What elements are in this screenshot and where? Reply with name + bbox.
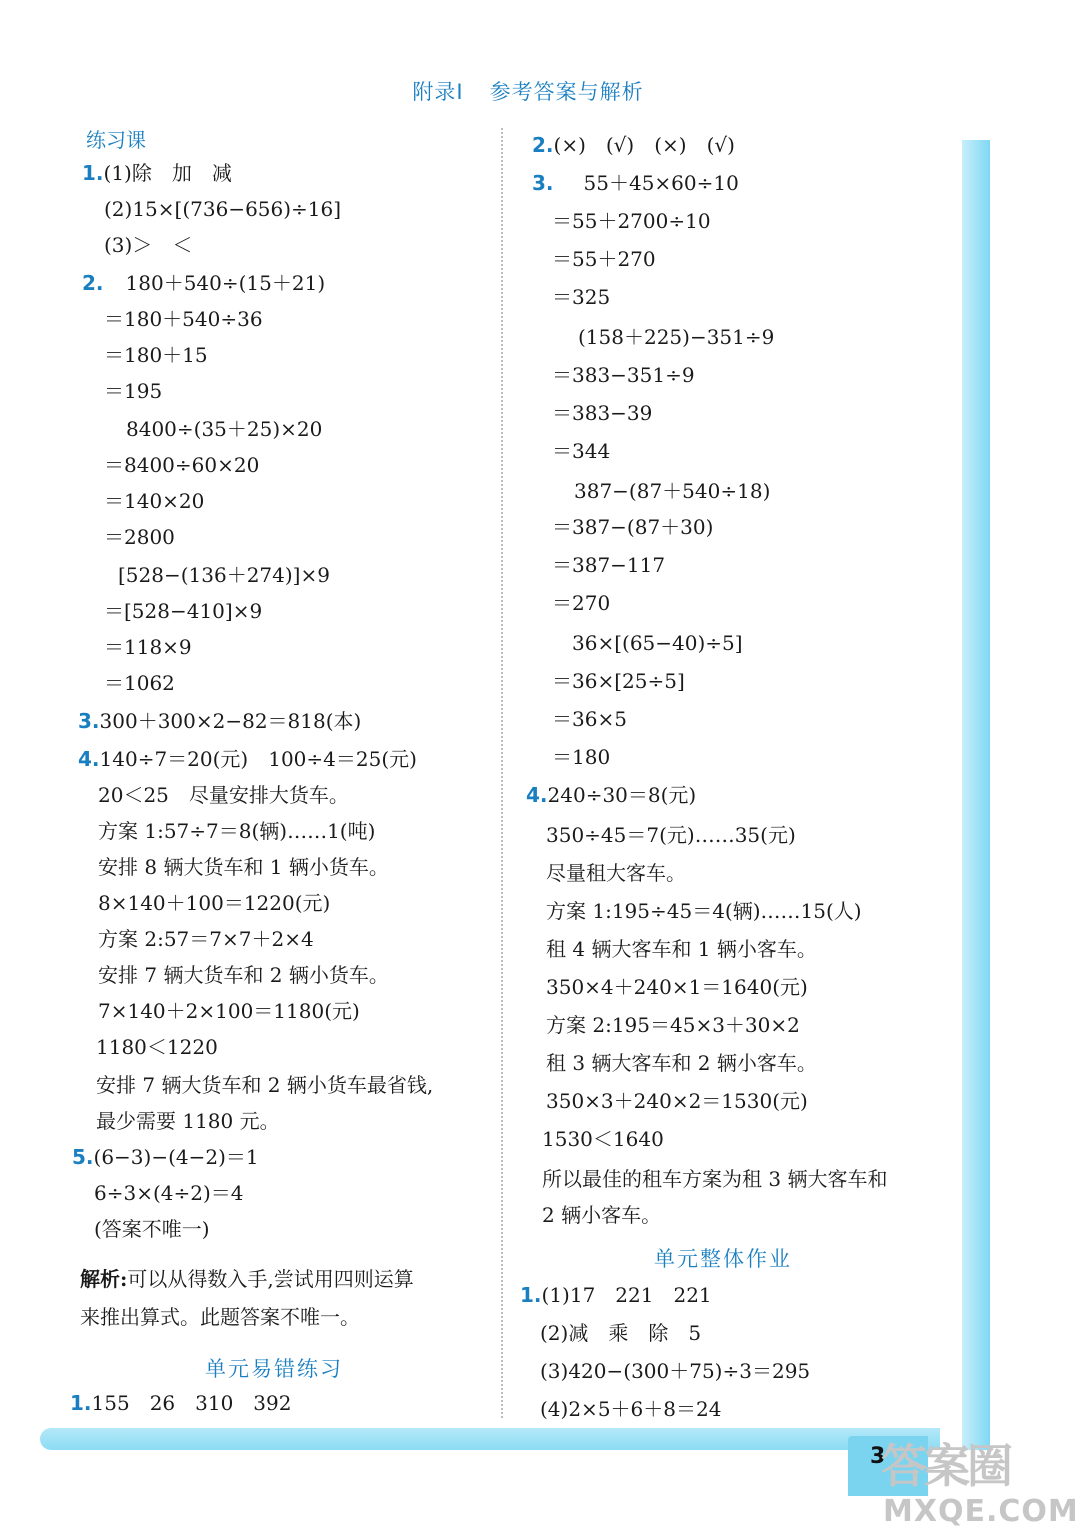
- left-line: (2)15×[(736−656)÷16]: [104, 197, 342, 221]
- left-line: ＝8400÷60×20: [104, 453, 260, 477]
- analysis-label: 解析:: [80, 1267, 128, 1291]
- left-line: 方案 2:57＝7×7＋2×4: [98, 927, 314, 951]
- right-line: 1.(1)17 221 221: [520, 1283, 712, 1307]
- left-line: ＝1062: [104, 671, 175, 695]
- left-line: 20＜25 尽量安排大货车。: [98, 783, 349, 807]
- watermark-url: MXQE.COM: [883, 1494, 1079, 1529]
- right-line: 方案 2:195＝45×3＋30×2: [546, 1013, 800, 1037]
- left-line: 方案 1:57÷7＝8(辆)……1(吨): [98, 819, 376, 843]
- right-line: ＝55＋270: [552, 247, 656, 271]
- left-line: 8400÷(35＋25)×20: [126, 417, 323, 441]
- right-decor-strip: [962, 140, 990, 1450]
- header-title: 参考答案与解析: [489, 80, 644, 104]
- right-line: 2.(×) (√) (×) (√): [532, 133, 735, 157]
- right-line: 租 4 辆大客车和 1 辆小客车。: [546, 937, 817, 961]
- column-divider: [501, 128, 503, 1418]
- right-line: 所以最佳的租车方案为租 3 辆大客车和: [542, 1167, 888, 1191]
- left-line: 3.300＋300×2−82＝818(本): [78, 709, 362, 733]
- left-line: 1180＜1220: [96, 1035, 218, 1059]
- left-line: ＝118×9: [104, 635, 192, 659]
- right-line: ＝270: [552, 591, 611, 615]
- left-line: 安排 8 辆大货车和 1 辆小货车。: [98, 855, 389, 879]
- right-line: ＝383−351÷9: [552, 363, 695, 387]
- right-line: ＝325: [552, 285, 611, 309]
- right-line: ＝387−(87＋30): [552, 515, 714, 539]
- right-line: ＝55＋2700÷10: [552, 209, 711, 233]
- right-line: 350×3＋240×2＝1530(元): [546, 1089, 808, 1113]
- unit-title-errors: 单元易错练习: [205, 1357, 343, 1381]
- left-line: 1.155 26 310 392: [70, 1391, 292, 1415]
- left-line: (3)＞ ＜: [104, 233, 193, 257]
- left-line: 安排 7 辆大货车和 2 辆小货车最省钱,: [96, 1073, 434, 1097]
- right-line: ＝344: [552, 439, 611, 463]
- left-line: 1.(1)除 加 减: [82, 161, 232, 185]
- right-line: ＝180: [552, 745, 611, 769]
- right-line: ＝36×[25÷5]: [552, 669, 685, 693]
- right-line: (4)2×5＋6＋8＝24: [540, 1397, 722, 1421]
- appendix-label: 附录Ⅰ: [412, 80, 464, 104]
- left-line: 8×140＋100＝1220(元): [98, 891, 331, 915]
- left-line: 7×140＋2×100＝1180(元): [98, 999, 360, 1023]
- left-line: 2. 180＋540÷(15＋21): [82, 271, 326, 295]
- section-title-practice: 练习课: [86, 128, 146, 152]
- left-line: 最少需要 1180 元。: [96, 1109, 280, 1133]
- left-line: (答案不唯一): [94, 1217, 210, 1241]
- left-line: ＝140×20: [104, 489, 205, 513]
- right-line: 350×4＋240×1＝1640(元): [546, 975, 808, 999]
- left-line: ＝180＋15: [104, 343, 208, 367]
- right-line: 方案 1:195÷45＝4(辆)……15(人): [546, 899, 862, 923]
- left-line: ＝[528−410]×9: [104, 599, 263, 623]
- page-header: [0, 76, 1056, 106]
- left-line: 6÷3×(4÷2)＝4: [94, 1181, 244, 1205]
- right-line: (2)减 乘 除 5: [540, 1321, 702, 1345]
- watermark: [875, 1430, 1079, 1536]
- right-line: ＝36×5: [552, 707, 627, 731]
- right-line: 租 3 辆大客车和 2 辆小客车。: [546, 1051, 817, 1075]
- right-line: 350÷45＝7(元)……35(元): [546, 823, 796, 847]
- right-line: ＝383−39: [552, 401, 653, 425]
- right-line: 3. 55＋45×60÷10: [532, 171, 739, 195]
- right-line: 2 辆小客车。: [542, 1203, 662, 1227]
- left-line: ＝2800: [104, 525, 175, 549]
- unit-title-overall: 单元整体作业: [654, 1247, 792, 1271]
- left-line: [528−(136＋274)]×9: [118, 563, 330, 587]
- analysis-line: 解析:可以从得数入手,尝试用四则运算: [80, 1267, 414, 1291]
- page-number: 3: [870, 1444, 886, 1469]
- right-line: 1530＜1640: [542, 1127, 664, 1151]
- left-line: 5.(6−3)−(4−2)＝1: [72, 1145, 259, 1169]
- right-line: 387−(87＋540÷18): [574, 479, 771, 503]
- left-line: 4.140÷7＝20(元) 100÷4＝25(元): [78, 747, 417, 771]
- right-line: (158＋225)−351÷9: [578, 325, 775, 349]
- right-line: 4.240÷30＝8(元): [526, 783, 697, 807]
- left-line: 安排 7 辆大货车和 2 辆小货车。: [98, 963, 389, 987]
- right-line: ＝387−117: [552, 553, 666, 577]
- analysis-line: 来推出算式。此题答案不唯一。: [80, 1305, 360, 1329]
- right-line: (3)420−(300＋75)÷3＝295: [540, 1359, 811, 1383]
- right-line: 36×[(65−40)÷5]: [572, 631, 743, 655]
- bottom-decor-strip: [40, 1428, 940, 1450]
- left-line: ＝180＋540÷36: [104, 307, 263, 331]
- watermark-logo: 答案圈: [881, 1439, 1010, 1493]
- right-line: 尽量租大客车。: [546, 861, 686, 885]
- left-line: ＝195: [104, 379, 163, 403]
